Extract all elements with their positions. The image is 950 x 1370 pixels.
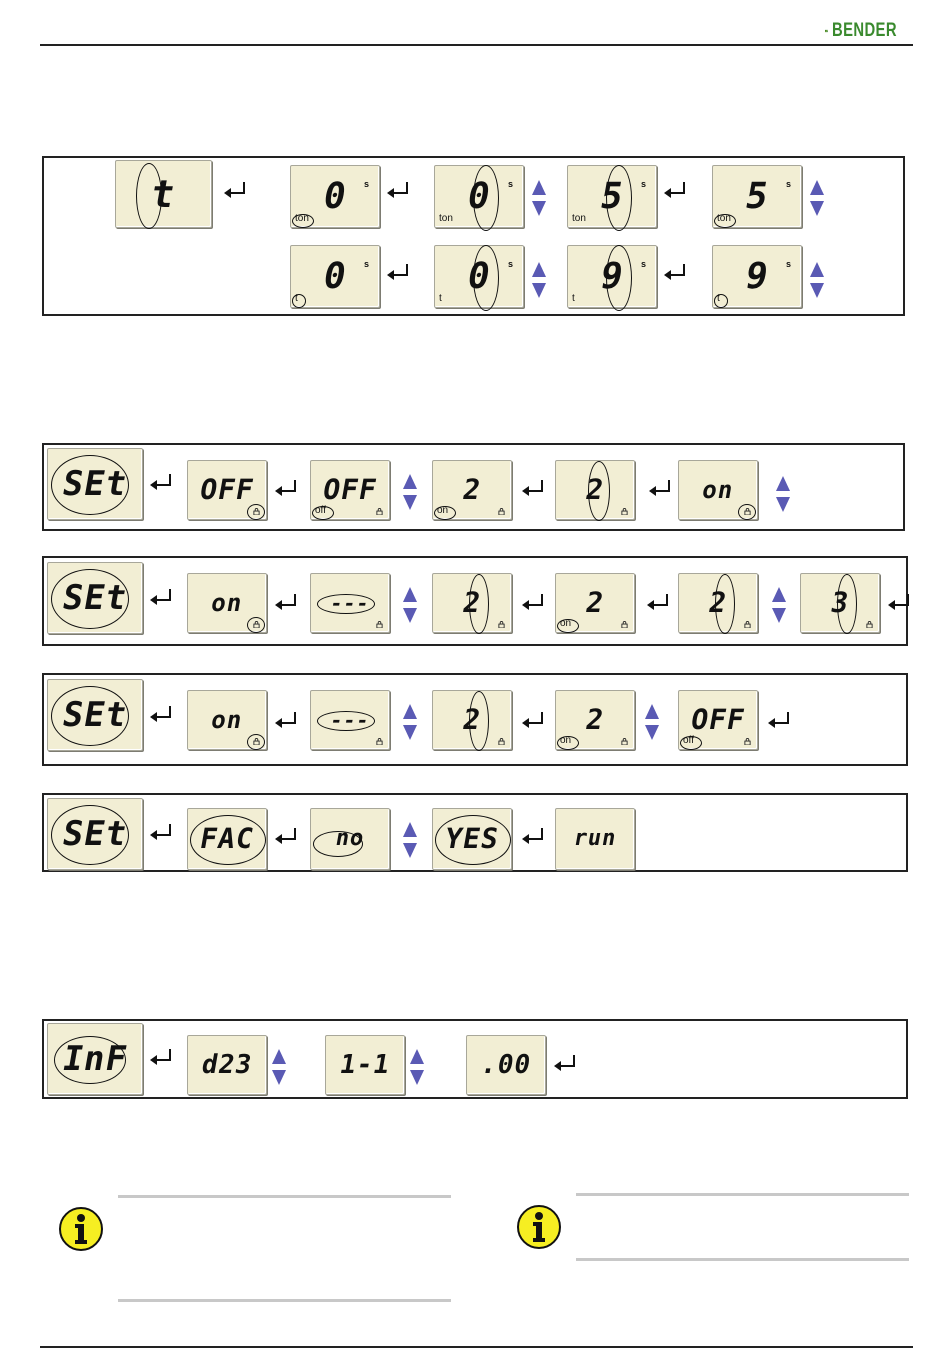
lock-icon [498, 738, 505, 745]
display-caption: off [683, 735, 694, 746]
lcd-display-inf [47, 1023, 143, 1095]
lcd-value: OFF [688, 703, 748, 736]
enter-icon [273, 826, 299, 846]
lock-icon [621, 621, 628, 628]
lcd-value: 2 [583, 703, 607, 736]
up-down-icon [410, 1049, 424, 1085]
display-caption: on [437, 505, 449, 516]
lcd-value: .00 [478, 1050, 534, 1080]
lcd-value: 2 [460, 586, 484, 619]
lcd-value: SEt [59, 578, 131, 618]
lcd-display [432, 573, 512, 633]
lcd-display [432, 690, 512, 750]
lcd-display [310, 808, 390, 870]
enter-icon [148, 587, 174, 607]
enter-icon [148, 472, 174, 492]
highlight-ring [190, 815, 266, 865]
lcd-display [310, 460, 390, 520]
enter-icon [273, 710, 299, 730]
lcd-value: --- [328, 591, 372, 615]
caption-ring [714, 214, 736, 228]
lcd-value: on [209, 589, 245, 617]
lcd-value: 5 [742, 175, 773, 217]
unit-label: s [363, 259, 369, 270]
enter-icon [552, 1053, 578, 1073]
lcd-display [187, 573, 267, 633]
lcd-display [187, 1035, 267, 1095]
lcd-value: d23 [199, 1050, 255, 1080]
highlight-ring [435, 815, 511, 865]
display-caption: on [560, 618, 572, 629]
highlight-ring [469, 574, 489, 634]
lcd-display [310, 573, 390, 633]
lcd-value: YES [442, 822, 502, 855]
enter-icon [385, 262, 411, 282]
lcd-value: SEt [59, 464, 131, 504]
lock-icon [866, 621, 873, 628]
lcd-value: 2 [460, 703, 484, 736]
lcd-value: 2 [583, 473, 607, 506]
up-down-icon [532, 262, 546, 298]
lock-ring [247, 734, 265, 750]
lcd-display [678, 460, 758, 520]
lcd-value: no [333, 826, 367, 851]
lcd-value: 2 [583, 586, 607, 619]
enter-icon [662, 180, 688, 200]
enter-icon [148, 1047, 174, 1067]
lcd-value: on [700, 476, 736, 504]
display-caption: ton [572, 213, 586, 224]
caption-ring [434, 506, 456, 520]
up-down-icon [645, 704, 659, 740]
unit-label: s [507, 259, 513, 270]
display-caption: t [572, 293, 575, 304]
caption-ring [292, 214, 314, 228]
display-caption: ton [717, 213, 731, 224]
enter-icon [520, 592, 546, 612]
caption-ring [680, 736, 702, 750]
lcd-display-set [47, 448, 143, 520]
lcd-display [187, 460, 267, 520]
lcd-value: 0 [464, 175, 495, 217]
lcd-value: 2 [706, 586, 730, 619]
unit-label: s [785, 259, 791, 270]
lcd-display-set [47, 679, 143, 751]
enter-icon [385, 180, 411, 200]
lcd-display [555, 690, 635, 750]
lcd-display [187, 690, 267, 750]
lock-icon [744, 738, 751, 745]
highlight-ring [317, 711, 375, 731]
lcd-display [678, 573, 758, 633]
highlight-ring [606, 245, 632, 311]
highlight-ring [469, 691, 489, 751]
highlight-ring [606, 165, 632, 231]
lcd-display [434, 165, 524, 228]
up-down-icon [810, 262, 824, 298]
up-down-icon [810, 180, 824, 216]
lcd-display [555, 460, 635, 520]
lcd-value: 2 [460, 473, 484, 506]
footer-rule [40, 1346, 913, 1348]
up-down-icon [403, 587, 417, 623]
unit-label: s [640, 259, 646, 270]
lcd-display [325, 1035, 405, 1095]
brand-name: BENDER [831, 20, 897, 41]
caption-ring [292, 294, 306, 308]
up-down-icon [403, 474, 417, 510]
up-down-icon [532, 180, 546, 216]
lcd-value: 3 [828, 586, 852, 619]
display-caption: t [717, 293, 720, 304]
display-caption: t [295, 293, 298, 304]
enter-icon [148, 704, 174, 724]
lcd-display [290, 245, 380, 308]
brand-logo [825, 20, 915, 42]
lock-ring [738, 504, 756, 520]
highlight-ring [54, 1036, 126, 1084]
lcd-value: t [147, 172, 180, 216]
up-down-icon [403, 822, 417, 858]
lcd-display [432, 460, 512, 520]
lcd-value: SEt [59, 695, 131, 735]
display-caption: on [560, 735, 572, 746]
highlight-ring [51, 805, 129, 865]
enter-icon [645, 592, 671, 612]
lcd-value: InF [59, 1039, 131, 1079]
highlight-ring [473, 165, 499, 231]
note-rule [118, 1299, 451, 1302]
lcd-value: on [209, 706, 245, 734]
header-rule [40, 44, 913, 46]
lcd-value: 5 [597, 175, 628, 217]
enter-icon [520, 478, 546, 498]
lcd-value: 9 [597, 255, 628, 297]
up-down-icon [776, 476, 790, 512]
lock-icon [498, 621, 505, 628]
lcd-value: 0 [464, 255, 495, 297]
lcd-display [712, 245, 802, 308]
caption-ring [312, 506, 334, 520]
lcd-value: --- [328, 708, 372, 732]
enter-icon [520, 826, 546, 846]
enter-icon [520, 710, 546, 730]
lcd-display-set [47, 798, 143, 870]
bender-logo-icon [825, 22, 828, 40]
up-down-icon [403, 704, 417, 740]
enter-icon [766, 710, 792, 730]
lcd-display [466, 1035, 546, 1095]
display-caption: ton [439, 213, 453, 224]
lcd-display [567, 245, 657, 308]
display-caption: t [439, 293, 442, 304]
enter-icon [148, 822, 174, 842]
lcd-display [290, 165, 380, 228]
caption-ring [557, 619, 579, 633]
up-down-icon [772, 587, 786, 623]
lock-icon [376, 508, 383, 515]
display-caption: ton [295, 213, 309, 224]
lock-ring [247, 504, 265, 520]
enter-icon [273, 592, 299, 612]
lcd-value: 9 [742, 255, 773, 297]
highlight-ring [588, 461, 610, 521]
lock-icon [621, 738, 628, 745]
lcd-display-set [47, 562, 143, 634]
unit-label: s [640, 179, 646, 190]
info-icon [516, 1204, 562, 1250]
caption-ring [714, 294, 728, 308]
highlight-ring [51, 569, 129, 629]
enter-icon [222, 180, 248, 200]
lcd-display-t [115, 160, 212, 228]
unit-label: s [363, 179, 369, 190]
display-caption: off [315, 505, 326, 516]
caption-ring [557, 736, 579, 750]
lcd-value: FAC [197, 822, 257, 855]
highlight-ring [51, 455, 129, 515]
unit-label: s [507, 179, 513, 190]
highlight-ring [51, 686, 129, 746]
lock-ring [247, 617, 265, 633]
lock-icon [376, 738, 383, 745]
note-rule [576, 1258, 909, 1261]
lcd-display [712, 165, 802, 228]
lcd-display [187, 808, 267, 870]
note-rule [118, 1195, 451, 1198]
enter-icon [273, 478, 299, 498]
note-rule [576, 1193, 909, 1196]
highlight-ring [473, 245, 499, 311]
lcd-value: SEt [59, 814, 131, 854]
lcd-display [555, 808, 635, 870]
lock-icon [744, 621, 751, 628]
lcd-display [432, 808, 512, 870]
lock-icon [376, 621, 383, 628]
up-down-icon [272, 1049, 286, 1085]
highlight-ring [317, 594, 375, 614]
highlight-ring [715, 574, 735, 634]
lcd-value: 1-1 [337, 1050, 393, 1080]
lcd-display [310, 690, 390, 750]
highlight-ring [837, 574, 857, 634]
lcd-display [434, 245, 524, 308]
highlight-ring [313, 831, 363, 857]
lcd-display [555, 573, 635, 633]
info-icon [58, 1206, 104, 1252]
enter-icon [886, 592, 912, 612]
lcd-display [800, 573, 880, 633]
highlight-ring [136, 163, 162, 229]
enter-icon [662, 262, 688, 282]
lock-icon [498, 508, 505, 515]
lcd-value: OFF [197, 473, 257, 506]
enter-icon [647, 478, 673, 498]
lcd-display [567, 165, 657, 228]
lcd-display [678, 690, 758, 750]
lcd-value: 0 [320, 255, 351, 297]
lock-icon [621, 508, 628, 515]
lcd-value: 0 [320, 175, 351, 217]
lcd-value: run [571, 826, 619, 851]
unit-label: s [785, 179, 791, 190]
lcd-value: OFF [320, 473, 380, 506]
